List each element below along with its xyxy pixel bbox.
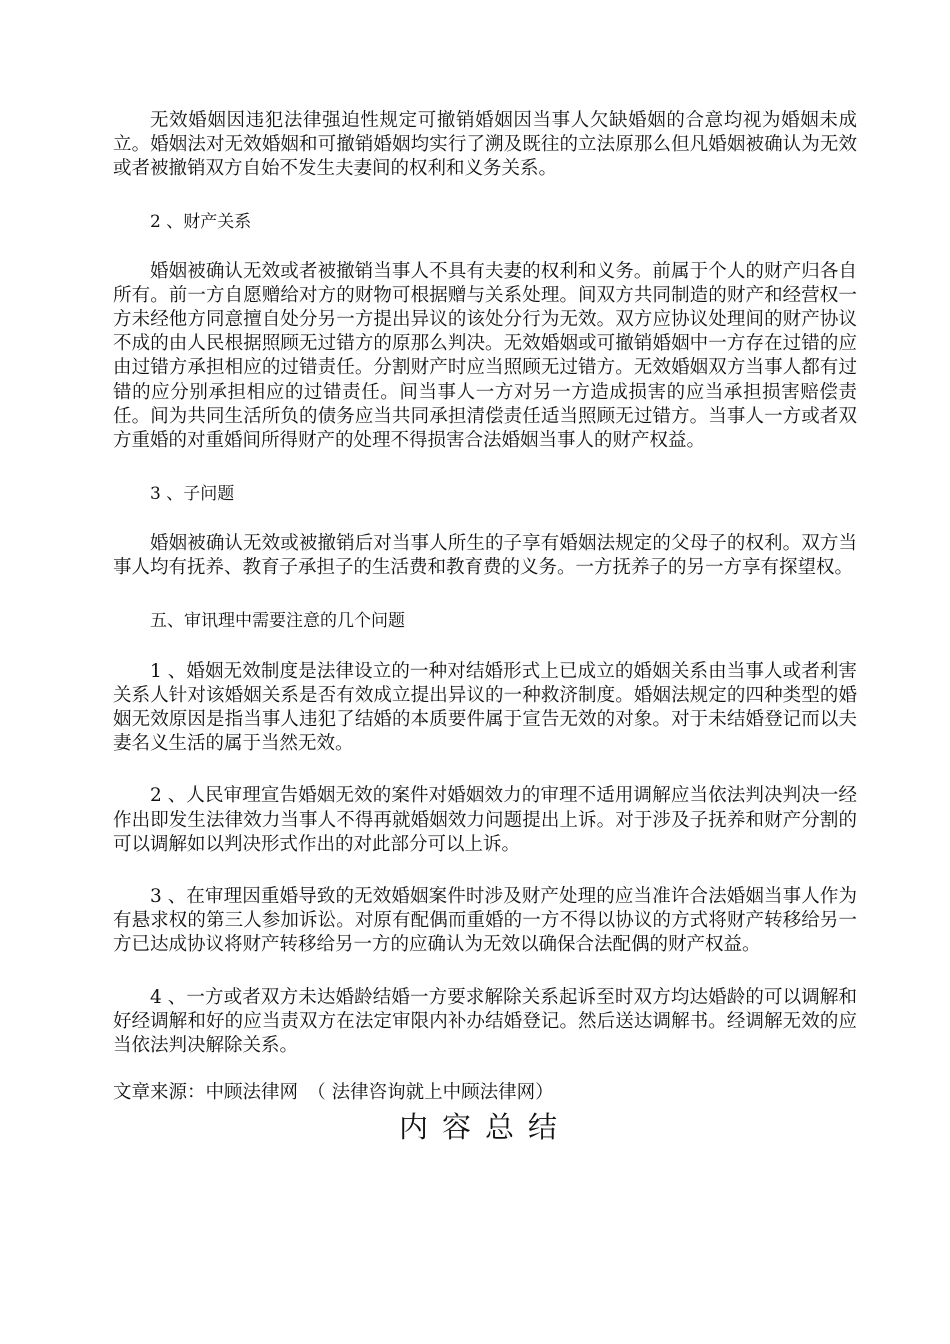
paragraph-children: 婚姻被确认无效或被撤销后对当事人所生的子享有婚姻法规定的父母子的权利。双方当事人均有抚养、教育子承担子的生活费和教育费的义务。一方抚养子的另一方享有探望权。: [113, 533, 857, 579]
heading-property-relation: 2 、财产关系: [150, 211, 252, 232]
paragraph-property: 婚姻被确认无效或者被撤销当事人不具有夫妻的权利和义务。前属于个人的财产归各自所有。前一方自愿赠给对方的财物可根据赠与关系处理。间双方共同制造的财产和经营权一方未经他方同意擅自处分另一方提出异议的该处分行为无效。双方应协议处理间的财产协议不成的由人民根据照顾无过错方的原那么判决。无效婚姻或可撤销婚姻中一方存在过错的应由过错方承担相应的过错责任。分割财产时应当照顾无过错方。无效婚姻双方当事人都有过错的应分别承担相应的过错责任。间当事人一方对另一方造成损害的应当承担损害赔偿责任。间为共同生活所负的债务应当共同承担清偿责任适当照顾无过错方。当事人一方或者双方重婚的对重婚间所得财产的处理不得损害合法婚姻当事人的财产权益。: [113, 260, 857, 452]
paragraph-note-2: 2 、人民审理宣告婚姻无效的案件对婚姻效力的审理不适用调解应当依法判决判决一经作出即发生法律效力当事人不得再就婚姻效力问题提出上诉。对于涉及子抚养和财产分割的可以调解如以判决形式作出的对此部分可以上诉。: [113, 785, 857, 855]
heading-trial-notes: 五、审讯理中需要注意的几个问题: [150, 610, 405, 631]
document-page: [113, 109, 857, 1145]
paragraph-note-3: 3 、在审理因重婚导致的无效婚姻案件时涉及财产处理的应当准许合法婚姻当事人作为有悬求权的第三人参加诉讼。对原有配偶而重婚的一方不得以协议的方式将财产转移给另一方已达成协议将财产转移给另一方的应确认为无效以确保合法配偶的财产权益。: [113, 886, 857, 956]
heading-children-issue: 3 、子问题: [150, 484, 235, 505]
paragraph-invalid-marriage: 无效婚姻因违犯法律强迫性规定可撤销婚姻因当事人欠缺婚姻的合意均视为婚姻未成立。婚姻法对无效婚姻和可撤销婚姻均实行了溯及既往的立法原那么但凡婚姻被确认为无效或者被撤销双方自始不发生夫妻间的权利和义务关系。: [113, 110, 857, 180]
paragraph-note-4: 4 、一方或者双方未达婚龄结婚一方要求解除关系起诉至时双方均达婚龄的可以调解和好经调解和好的应当责双方在法定审限内补办结婚登记。然后送达调解书。经调解无效的应当依法判决解除关系。: [113, 986, 857, 1057]
article-source: 文章来源：中顾法律网 （ 法律咨询就上中顾法律网）: [113, 1082, 554, 1104]
paragraph-note-1: 1 、婚姻无效制度是法律设立的一种对结婚形式上已成立的婚姻关系由当事人或者利害关系人针对该婚姻关系是否有效成立提出异议的一种救济制度。婚姻法规定的四种类型的婚姻无效原因是指当事人违犯了结婚的本质要件属于宣告无效的对象。对于未结婚登记而以夫妻名义生活的属于当然无效。: [113, 660, 857, 755]
summary-title: 内容总结: [398, 1110, 571, 1145]
